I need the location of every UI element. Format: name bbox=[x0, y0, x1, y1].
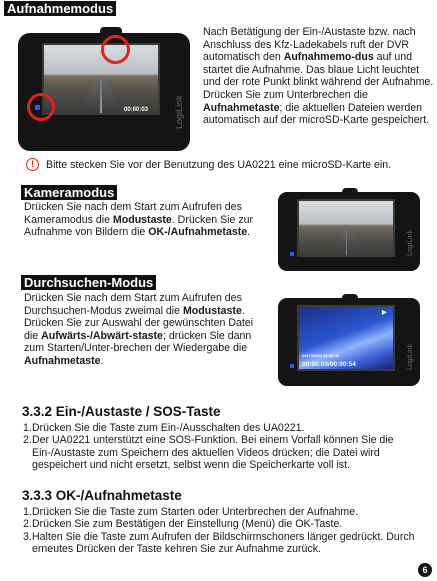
brand-logo: LogiLink bbox=[407, 343, 414, 370]
heading-3-3-2: 3.3.2 Ein-/Austaste / SOS-Taste bbox=[22, 404, 221, 419]
play-icon: ▶ bbox=[382, 310, 387, 316]
list-item: 2. Drücken Sie zum Bestätigen der Einstellung (Menü) die OK-Taste. bbox=[23, 518, 343, 531]
bold-term: Aufnahmemo-dus bbox=[283, 51, 374, 64]
list-3-3-3 bbox=[23, 506, 421, 556]
list-item: 3. Halten Sie die Taste zum Aufrufen der Bildschirmschoners länger gedrückt. Durch erneutes Drücken der Taste kehren Sie zur Aufnahme zurück. bbox=[23, 530, 415, 556]
dashcam-playback-image bbox=[278, 298, 420, 386]
blue-led bbox=[290, 364, 294, 368]
dashcam-camera-image bbox=[278, 192, 420, 271]
record-dot-icon: ● bbox=[100, 47, 105, 56]
list-item: 2. Der UA0221 unterstützt eine SOS-Funktion. Bei einem Vorfall können Sie die Ein-/Austaste zum Speichern des aktuellen Videos drücken; die Datei wird gespeichert und nicht ersetzt, selbst wenn die Speicherkarte voll ist. bbox=[23, 434, 394, 472]
text-run: ; drücken Sie dann zum Starten/Unter-brechen der Wiedergabe die bbox=[24, 329, 252, 355]
alert-icon: ! bbox=[26, 158, 39, 171]
durchsuchen-text bbox=[24, 292, 264, 368]
section-title-durchsuchen: Durchsuchen-Modus bbox=[21, 275, 156, 290]
text-run: Drücken Sie nach dem Start zum Aufrufen des Durchsuchen-Modus zweimal die bbox=[24, 292, 242, 317]
brand-logo: LogiLink bbox=[174, 95, 184, 129]
bold-term: Aufnahmetaste bbox=[24, 354, 101, 367]
list-item: 1. Drücken Sie die Taste zum Ein-/Ausschalten des UA0221. bbox=[23, 422, 305, 434]
bold-term: OK-/Aufnahmetaste bbox=[148, 226, 248, 239]
microsd-notice: Bitte stecken Sie vor der Benutzung des UA0221 eine microSD-Karte ein. bbox=[46, 159, 392, 171]
bold-term: Aufwärts-/Abwärt-staste bbox=[41, 329, 163, 342]
text-run: . Drücken Sie zur Aufnahme von Bildern die bbox=[24, 213, 254, 239]
bold-term: Modustaste bbox=[182, 304, 242, 317]
osd-time: 00:00:03/00:00:54 bbox=[302, 361, 356, 368]
text-run: Drücken Sie nach dem Start zum Aufrufen des Kameramodus die bbox=[24, 201, 242, 226]
camera-screen bbox=[297, 305, 395, 371]
aufnahmemodus-text bbox=[203, 26, 435, 127]
text-run: ; die aktuellen Dateien werden automatisch auf der microSD-Karte gespeichert. bbox=[203, 101, 430, 127]
bold-term: Aufnahmetaste bbox=[203, 101, 280, 114]
text-run: . Drücken Sie zur Auswahl der gewünschten Datei die bbox=[24, 304, 254, 342]
list-item: 1. Drücken Sie die Taste zum Starten oder Unterbrechen der Aufnahme. bbox=[23, 506, 359, 518]
osd-date: 2017/03/14 16:36:46 bbox=[302, 353, 340, 358]
highlight-ring-led bbox=[27, 93, 55, 121]
kameramodus-text bbox=[24, 201, 256, 239]
list-3-3-2 bbox=[23, 422, 431, 472]
brand-logo: LogiLink bbox=[407, 229, 414, 256]
text-run: . bbox=[100, 354, 104, 367]
text-run: auf und startet die Aufnahme. Das blaue Licht leuchtet und der rote Punkt blinkt während der Aufnahme. Drücken Sie zum Unterbrechen die bbox=[203, 51, 434, 101]
text-run: Nach Betätigung der Ein-/Austaste bzw. nach Anschluss des Kfz-Ladekabels ruft der DVR automatisch den bbox=[203, 26, 416, 64]
section-title-aufnahmemodus: Aufnahmemodus bbox=[4, 1, 116, 16]
bold-term: Modustaste bbox=[112, 213, 172, 226]
camera-screen bbox=[297, 199, 395, 257]
blue-led bbox=[290, 252, 294, 256]
page-number: 6 bbox=[418, 563, 432, 577]
text-run: . bbox=[247, 226, 251, 239]
highlight-ring-record bbox=[101, 35, 130, 64]
timecode: 00:00:03 bbox=[124, 107, 149, 113]
heading-3-3-3: 3.3.3 OK-/Aufnahmetaste bbox=[22, 488, 182, 503]
section-title-kameramodus: Kameramodus bbox=[21, 185, 117, 200]
